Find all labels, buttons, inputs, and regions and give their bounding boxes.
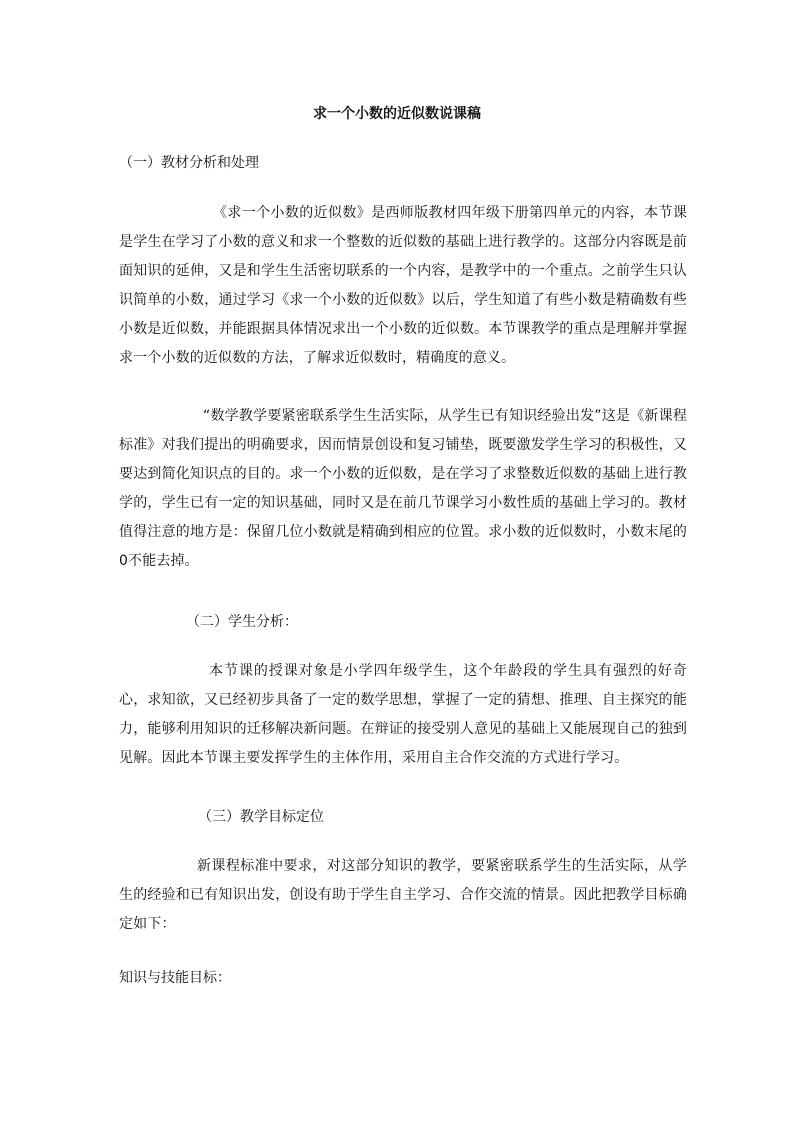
subheading-knowledge-skill-goals: 知识与技能目标： [119, 970, 231, 986]
paragraph-student-analysis: 本节课的授课对象是小学四年级学生，这个年龄段的学生具有强烈的好奇心，求知欲，又已经初步具备了一定的数学思想，掌握了一定的猜想、推理、自主探究的能力，能够利用知识的迁移解决新问题。在辩证的接受别人意见的基础上又能展现自己的独到见解。因此本节课主要发挥学生的主体作用，采用自主合作交流的方式进行学习。 [119, 663, 687, 766]
paragraph-teaching-goals: 新课程标准中要求，对这部分知识的教学，要紧密联系学生的生活实际，从学生的经验和已有知识出发，创设有助于学生自主学习、合作交流的情景。因此把教学目标确定如下： [119, 858, 687, 932]
section-heading-material-analysis: （一）教材分析和处理 [119, 155, 259, 171]
section-heading-student-analysis: （二）学生分析： [186, 614, 298, 630]
paragraph-curriculum-requirement: “数学教学要紧密联系学生生活实际，从学生已有知识经验出发”这是《新课程标准》对我们提出的明确要求，因而情景创设和复习铺垫，既要激发学生学习的积极性，又要达到简化知识点的目的。求一个小数的近似数，是在学习了求整数近似数的基础上进行教学的，学生已有一定的知识基础，同时又是在前几节课学习小数性质的基础上学习的。教材值得注意的地方是：保留几位小数就是精确到相应的位置。求小数的近似数时，小数末尾的0不能去掉。 [119, 408, 687, 569]
document-title: 求一个小数的近似数说课稿 [313, 106, 481, 122]
section-heading-teaching-goals: （三）教学目标定位 [198, 809, 324, 825]
paragraph-material-overview: 《求一个小数的近似数》是西师版教材四年级下册第四单元的内容，本节课是学生在学习了小数的意义和求一个整数的近似数的基础上进行教学的。这部分内容既是前面知识的延伸，又是和学生生活密切联系的一个内容，是教学中的一个重点。之前学生只认识简单的小数，通过学习《求一个小数的近似数》以后，学生知道了有些小数是精确数有些小数是近似数，并能跟据具体情况求出一个小数的近似数。本节课教学的重点是理解并掌握求一个小数的近似数的方法，了解求近似数时，精确度的意义。 [119, 205, 687, 366]
